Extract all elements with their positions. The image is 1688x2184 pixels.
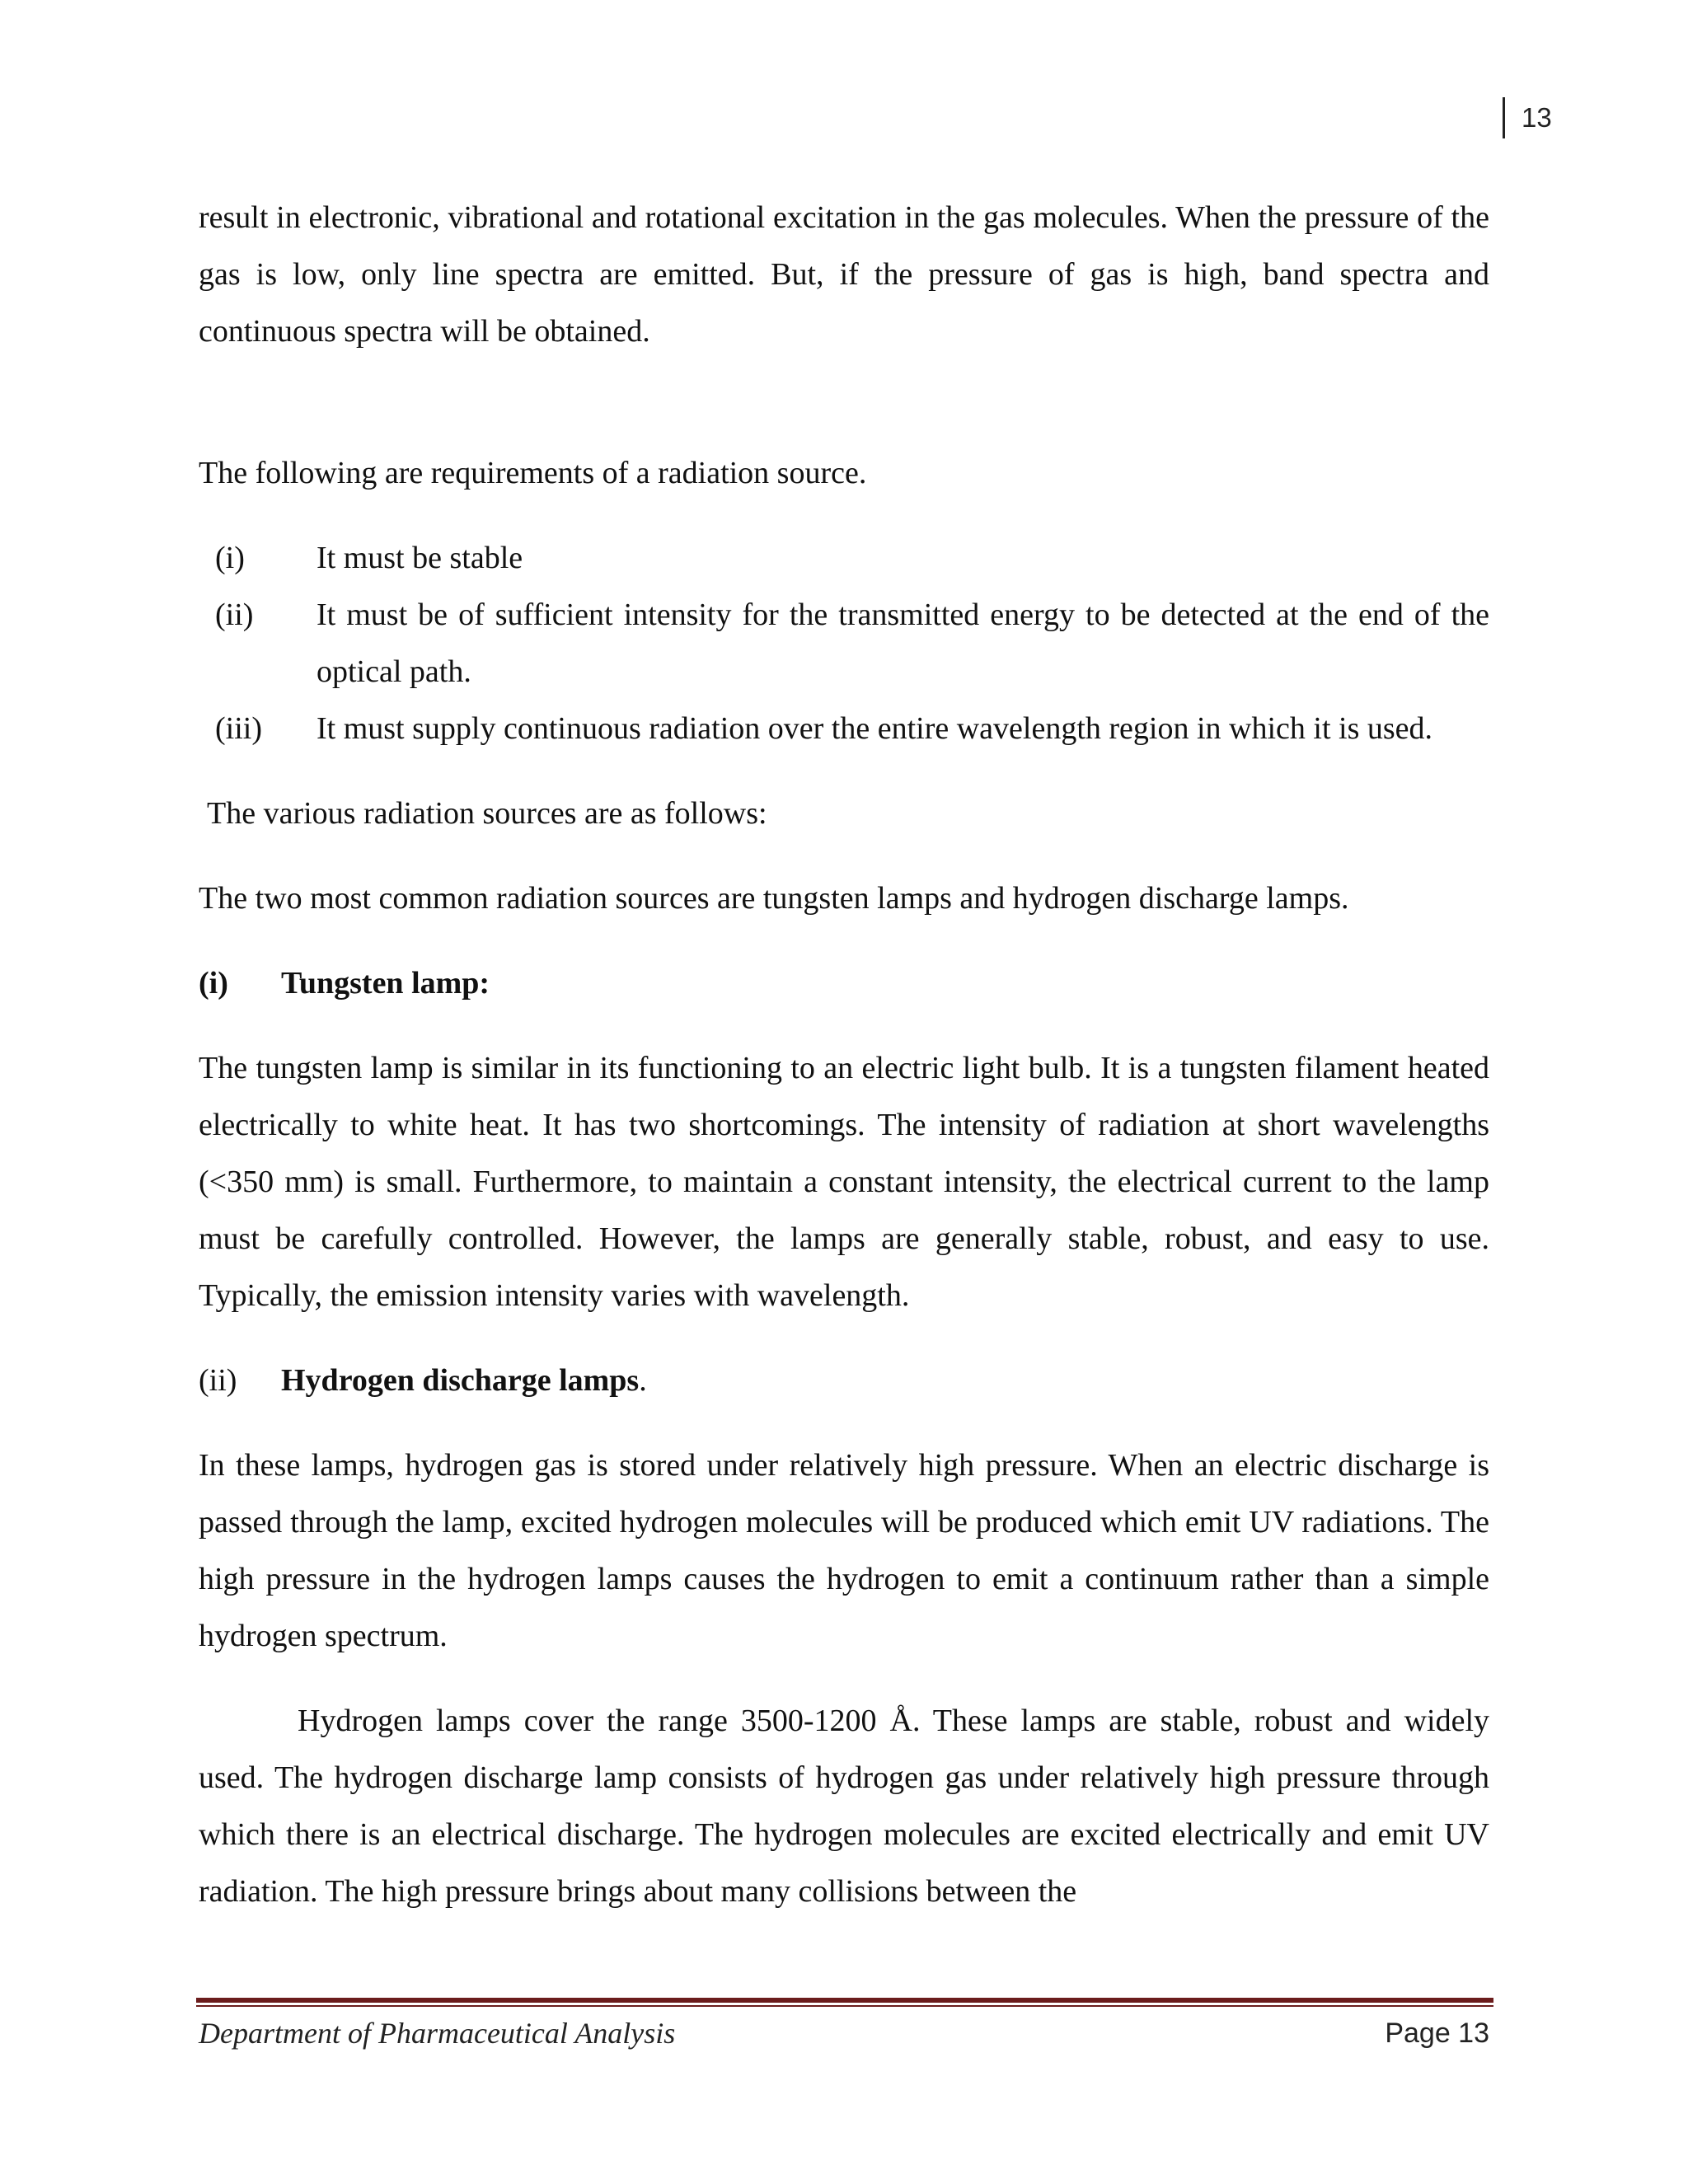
requirement-number: (ii) [215, 598, 254, 632]
heading-text: Hydrogen discharge lamps [281, 1363, 640, 1398]
heading-tungsten-lamp [199, 955, 1489, 1012]
footer-rule-thin [196, 2005, 1493, 2007]
page-body [199, 190, 1489, 1920]
heading-number: (i) [199, 966, 228, 1001]
requirement-item [199, 587, 1489, 701]
requirement-text: It must be stable [316, 541, 523, 575]
heading-text: Tungsten lamp: [281, 966, 490, 1001]
paragraph-tungsten-lamp: The tungsten lamp is similar in its functioning to an electric light bulb. It is a tungsten filament heated electrically to white heat. It has two shortcomings. The intensity of radiation at short wavelengths (<350 mm) is small. Furthermore, to maintain a constant intensity, the electrical current to the lamp must be carefully controlled. However, the lamps are generally stable, robust, and easy to use. Typically, the emission intensity varies with wavelength. [199, 1051, 1489, 1313]
requirement-number: (iii) [215, 711, 262, 746]
requirement-item [199, 701, 1489, 757]
paragraph-hydrogen-lamps: In these lamps, hydrogen gas is stored under relatively high pressure. When an electric discharge is passed through the lamp, excited hydrogen molecules will be produced which emit UV radiations. The high pressure in the hydrogen lamps causes the hydrogen to emit a continuum rather than a simple hydrogen spectrum. [199, 1448, 1489, 1653]
heading-hydrogen-lamps [199, 1352, 1489, 1409]
paragraph-requirements-intro: The following are requirements of a radiation source. [199, 456, 867, 490]
requirement-text: It must supply continuous radiation over the entire wavelength region in which it is used. [316, 711, 1433, 746]
requirement-number: (i) [215, 541, 245, 575]
requirement-item [199, 530, 1489, 587]
heading-suffix: . [639, 1363, 647, 1398]
paragraph-hydrogen-range: Hydrogen lamps cover the range 3500-1200 Å. These lamps are stable, robust and widely used. The hydrogen discharge lamp consists of hydrogen gas under relatively high pressure through which there is an electrical discharge. The hydrogen molecules are excited electrically and emit UV radiation. The high pressure brings about many collisions between the [199, 1704, 1489, 1909]
heading-number: (ii) [199, 1363, 237, 1398]
footer-rule [196, 1998, 1493, 2003]
header-page-number: 13 [1503, 97, 1552, 138]
paragraph-sources-intro: The various radiation sources are as follows: [207, 796, 767, 831]
footer-page-label: Page 13 [1385, 2018, 1489, 2049]
paragraph-gas-excitation: result in electronic, vibrational and rotational excitation in the gas molecules. When the pressure of the gas is low, only line spectra are emitted. But, if the pressure of gas is high, band spectra and continuous spectra will be obtained. [199, 200, 1489, 349]
requirement-text: It must be of sufficient intensity for the transmitted energy to be detected at the end of the optical path. [316, 598, 1489, 689]
footer-department: Department of Pharmaceutical Analysis [199, 2017, 676, 2050]
paragraph-common-sources: The two most common radiation sources are tungsten lamps and hydrogen discharge lamps. [199, 881, 1349, 916]
